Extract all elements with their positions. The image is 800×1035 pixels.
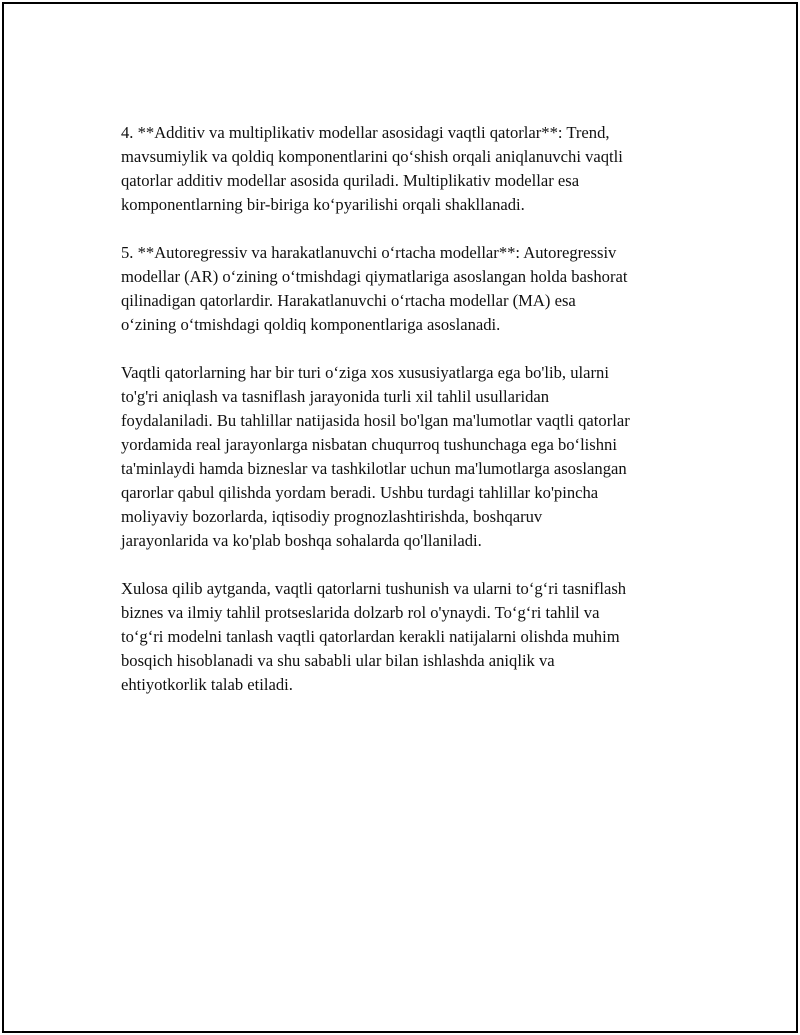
text-line: biznes va ilmiy tahlil protseslarida dolzarb rol o'ynaydi. To‘g‘ri tahlil va xyxy=(121,603,600,622)
text-line: o‘zining o‘tmishdagi qoldiq komponentlariga asoslanadi. xyxy=(121,315,501,334)
text-line: 4. **Additiv va multiplikativ modellar asosidagi vaqtli qatorlar**: Trend, xyxy=(121,123,610,142)
text-line: yordamida real jarayonlarga nisbatan chuqurroq tushunchaga ega bo‘lishni xyxy=(121,435,617,454)
document-body xyxy=(121,121,691,721)
text-line: qarorlar qabul qilishda yordam beradi. Ushbu turdagi tahlillar ko'pincha xyxy=(121,483,599,502)
text-line: Xulosa qilib aytganda, vaqtli qatorlarni tushunish va ularni to‘g‘ri tasniflash xyxy=(121,579,627,598)
text-line: to'g'ri aniqlash va tasniflash jarayonida turli xil tahlil usullaridan xyxy=(121,387,550,406)
text-line: jarayonlarida va ko'plab boshqa sohalarda qo'llaniladi. xyxy=(121,531,482,550)
text-line: ehtiyotkorlik talab etiladi. xyxy=(121,675,293,694)
paragraph-additive-multiplicative xyxy=(121,121,691,217)
text-line: mavsumiylik va qoldiq komponentlarini qo‘shish orqali aniqlanuvchi vaqtli xyxy=(121,147,623,166)
paragraph-autoregressive-moving-average xyxy=(121,241,691,337)
text-line: bosqich hisoblanadi va shu sababli ular bilan ishlashda aniqlik va xyxy=(121,651,555,670)
text-line: moliyaviy bozorlarda, iqtisodiy prognozlashtirishda, boshqaruv xyxy=(121,507,543,526)
text-line: to‘g‘ri modelni tanlash vaqtli qatorlardan kerakli natijalarni olishda muhim xyxy=(121,627,620,646)
text-line: qilinadigan qatorlardir. Harakatlanuvchi o‘rtacha modellar (MA) esa xyxy=(121,291,576,310)
text-line: qatorlar additiv modellar asosida quriladi. Multiplikativ modellar esa xyxy=(121,171,580,190)
text-line: ta'minlaydi hamda bizneslar va tashkilotlar uchun ma'lumotlarga asoslangan xyxy=(121,459,627,478)
text-line: foydalaniladi. Bu tahlillar natijasida hosil bo'lgan ma'lumotlar vaqtli qatorlar xyxy=(121,411,630,430)
text-line: Vaqtli qatorlarning har bir turi o‘ziga xos xususiyatlarga ega bo'lib, ularni xyxy=(121,363,609,382)
paragraph-conclusion xyxy=(121,577,691,697)
page-frame xyxy=(2,2,798,1033)
text-line: modellar (AR) o‘zining o‘tmishdagi qiymatlariga asoslangan holda bashorat xyxy=(121,267,628,286)
text-line: 5. **Autoregressiv va harakatlanuvchi o‘rtacha modellar**: Autoregressiv xyxy=(121,243,617,262)
text-line: komponentlarning bir-biriga ko‘pyarilishi orqali shakllanadi. xyxy=(121,195,525,214)
paragraph-time-series-types xyxy=(121,361,691,553)
